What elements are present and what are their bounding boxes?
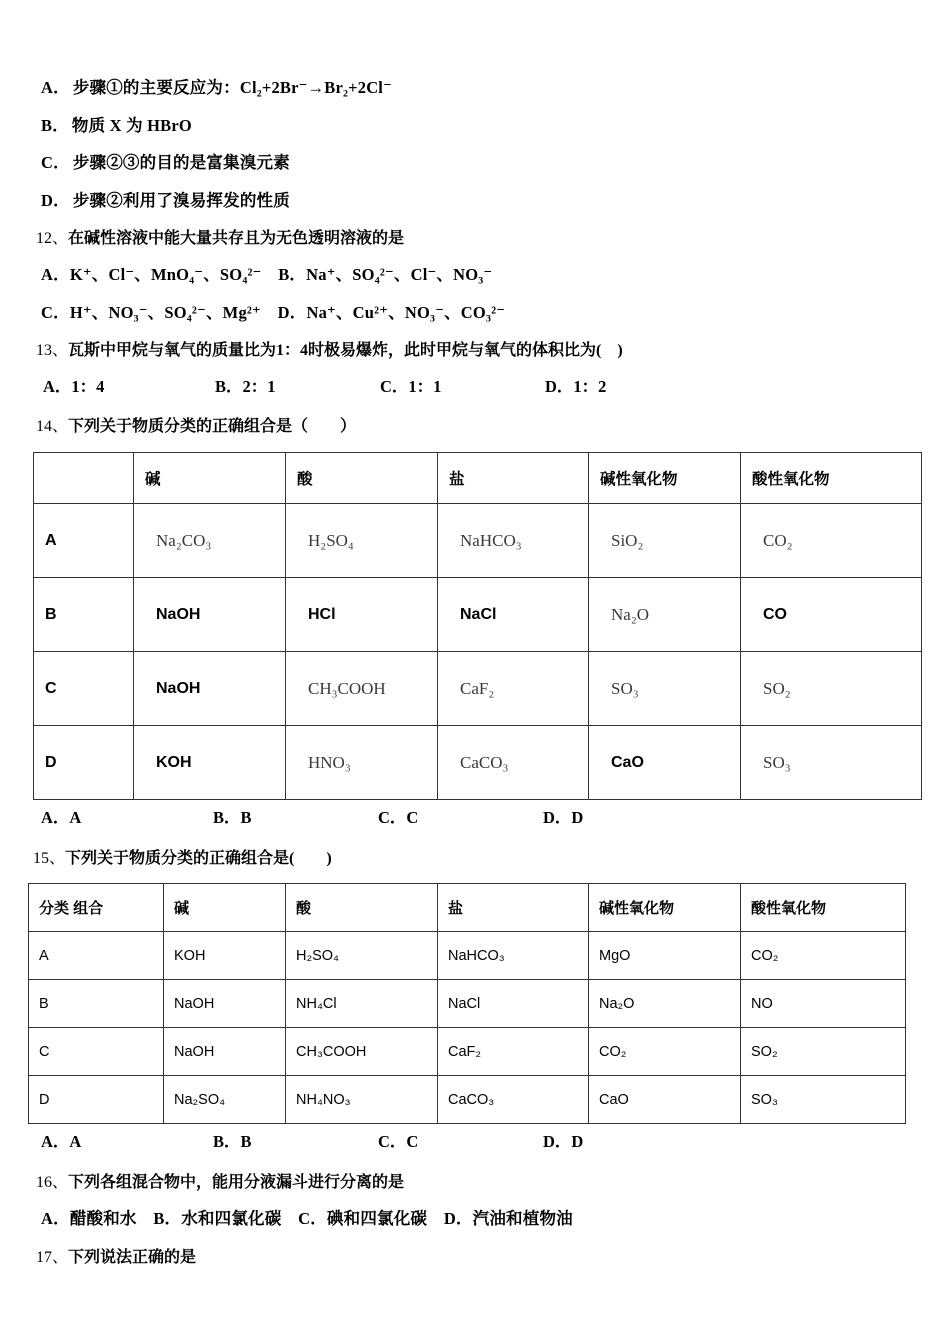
table-row (29, 932, 906, 980)
q13-option-d: D．1：2 (545, 377, 607, 396)
row-key-c: C (29, 1028, 164, 1076)
cell-d-salt: CaCO₃ (438, 726, 589, 800)
cell-d-acidic-oxide: SO₃ (741, 726, 922, 800)
th-category-combo: 分类 组合 (29, 884, 164, 932)
cell-a-base: KOH (164, 932, 286, 980)
table-row (29, 1028, 906, 1076)
table-row (34, 504, 922, 578)
q15-stem (33, 851, 923, 867)
cell-c-basic-oxide: CO₂ (589, 1028, 741, 1076)
q11-option-a-label: A． (41, 78, 70, 97)
cell-c-acid: CH₃COOH (286, 652, 438, 726)
q12-number: 12、 (36, 230, 69, 247)
q11-option-d-label: D． (41, 190, 70, 210)
q13-option-a: A．1：4 (43, 377, 105, 396)
cell-a-acidic-oxide: CO₂ (741, 504, 922, 578)
q11-option-a-formula: Cl₂+2Br⁻→Br₂+2Cl⁻ (239, 78, 393, 97)
cell-c-salt: CaF₂ (438, 652, 589, 726)
q15-number: 15、 (33, 850, 66, 867)
q14-option-b: B．B (213, 808, 252, 827)
row-key-c: C (34, 652, 134, 726)
q15-options (33, 1134, 923, 1152)
cell-a-base: Na₂CO₃ (134, 504, 286, 578)
cell-c-acidic-oxide: SO₂ (741, 1028, 906, 1076)
q15-option-a: A．A (41, 1132, 82, 1151)
q16-stem (36, 1175, 923, 1191)
cell-b-acidic-oxide: NO (741, 980, 906, 1028)
q16-options-line: A．醋酸和水 B．水和四氯化碳 C．碘和四氯化碳 D．汽油和植物油 (41, 1209, 573, 1228)
cell-a-basic-oxide: SiO₂ (589, 504, 741, 578)
q13-option-c: C．1：1 (380, 377, 442, 396)
th-base: 碱 (164, 884, 286, 932)
q17-stem-text: 下列说法正确的是 (68, 1248, 197, 1266)
table-row (34, 726, 922, 800)
cell-c-acidic-oxide: SO₂ (741, 652, 922, 726)
q16-stem-text: 下列各组混合物中，能用分液漏斗进行分离的是 (68, 1174, 405, 1191)
q15-option-c: C．C (378, 1132, 419, 1151)
cell-a-salt: NaHCO₃ (438, 504, 589, 578)
th-salt: 盐 (438, 884, 589, 932)
cell-b-basic-oxide: Na₂O (589, 578, 741, 652)
q11-option-a-text: 步骤①的主要反应为： (72, 78, 240, 97)
q13-number: 13、 (36, 342, 69, 359)
q11-option-c (41, 155, 923, 172)
cell-b-acid: HCl (286, 578, 438, 652)
th-base: 碱 (134, 453, 286, 504)
cell-a-acid: H₂SO₄ (286, 932, 438, 980)
cell-d-base: Na₂SO₄ (164, 1076, 286, 1124)
q14-option-a: A．A (41, 808, 82, 827)
cell-d-salt: CaCO₃ (438, 1076, 589, 1124)
cell-b-acidic-oxide: CO (741, 578, 922, 652)
q14-options (33, 810, 923, 828)
th-basic-oxide: 碱性氧化物 (589, 884, 741, 932)
cell-a-basic-oxide: MgO (589, 932, 741, 980)
q13-stem-text: 瓦斯中甲烷与氧气的质量比为1：4时极易爆炸，此时甲烷与氧气的体积比为( ) (68, 342, 623, 359)
th-acid: 酸 (286, 884, 438, 932)
cell-d-acidic-oxide: SO₃ (741, 1076, 906, 1124)
q11-option-c-text: 步骤②③的目的是富集溴元素 (72, 153, 290, 172)
th-salt: 盐 (438, 453, 589, 504)
page-content (33, 80, 923, 1266)
cell-c-acid: CH₃COOH (286, 1028, 438, 1076)
q14-stem (36, 419, 923, 435)
row-key-d: D (34, 726, 134, 800)
q13-option-b: B．2：1 (215, 377, 276, 396)
q15-option-b: B．B (213, 1132, 252, 1151)
q15-classification-table (28, 883, 906, 1124)
cell-b-base: NaOH (134, 578, 286, 652)
cell-b-salt: NaCl (438, 578, 589, 652)
q16-number: 16、 (36, 1174, 69, 1191)
q11-option-d (41, 190, 923, 210)
table-header-row (34, 453, 922, 504)
q14-option-c: C．C (378, 808, 419, 827)
q14-number: 14、 (36, 418, 69, 435)
th-basic-oxide: 碱性氧化物 (589, 453, 741, 504)
q15-stem-text: 下列关于物质分类的正确组合是( ) (65, 850, 332, 867)
cell-b-acid: NH₄Cl (286, 980, 438, 1028)
row-key-b: B (29, 980, 164, 1028)
table-row (29, 980, 906, 1028)
cell-a-acid: H₂SO₄ (286, 504, 438, 578)
cell-c-base: NaOH (164, 1028, 286, 1076)
q12-options-line-1: A．K⁺、Cl⁻、MnO₄⁻、SO₄²⁻ B．Na⁺、SO₄²⁻、Cl⁻、NO₃⁻ (41, 265, 493, 284)
cell-d-acid: HNO₃ (286, 726, 438, 800)
q11-option-c-label: C． (41, 153, 70, 172)
q11-option-b-text: 物质 X 为 HBrO (71, 115, 192, 135)
th-acid: 酸 (286, 453, 438, 504)
cell-d-acid: NH₄NO₃ (286, 1076, 438, 1124)
cell-d-basic-oxide: CaO (589, 1076, 741, 1124)
q12-options-line-2: C．H⁺、NO₃⁻、SO₄²⁻、Mg²⁺ D．Na⁺、Cu²⁺、NO₃⁻、CO₃²⁻ (41, 302, 506, 322)
th-acidic-oxide: 酸性氧化物 (741, 884, 906, 932)
cell-b-basic-oxide: Na₂O (589, 980, 741, 1028)
th-acidic-oxide: 酸性氧化物 (741, 453, 922, 504)
q11-option-b-label: B． (41, 115, 69, 135)
q14-classification-table (33, 452, 922, 800)
table-row (29, 1076, 906, 1124)
row-key-a: A (34, 504, 134, 578)
q12-stem-text: 在碱性溶液中能大量共存且为无色透明溶液的是 (68, 230, 405, 247)
table-row (34, 578, 922, 652)
row-key-a: A (29, 932, 164, 980)
q14-option-d: D．D (543, 808, 584, 827)
row-key-d: D (29, 1076, 164, 1124)
q13-options (33, 379, 923, 397)
cell-d-basic-oxide: CaO (589, 726, 741, 800)
cell-c-basic-oxide: SO₃ (589, 652, 741, 726)
cell-a-acidic-oxide: CO₂ (741, 932, 906, 980)
q11-option-b (41, 115, 923, 135)
q17-stem (36, 1250, 923, 1266)
row-key-b: B (34, 578, 134, 652)
th-blank (34, 453, 134, 504)
q14-stem-text: 下列关于物质分类的正确组合是（ ） (68, 418, 357, 435)
cell-c-base: NaOH (134, 652, 286, 726)
cell-a-salt: NaHCO₃ (438, 932, 589, 980)
q13-stem (36, 343, 923, 359)
q11-option-d-text: 步骤②利用了溴易挥发的性质 (72, 190, 290, 210)
q15-option-d: D．D (543, 1132, 584, 1151)
q17-number: 17、 (36, 1248, 69, 1266)
table-header-row (29, 884, 906, 932)
q12-stem (36, 231, 923, 247)
cell-b-salt: NaCl (438, 980, 589, 1028)
q11-option-a (41, 80, 923, 97)
cell-d-base: KOH (134, 726, 286, 800)
cell-b-base: NaOH (164, 980, 286, 1028)
cell-c-salt: CaF₂ (438, 1028, 589, 1076)
table-row (34, 652, 922, 726)
